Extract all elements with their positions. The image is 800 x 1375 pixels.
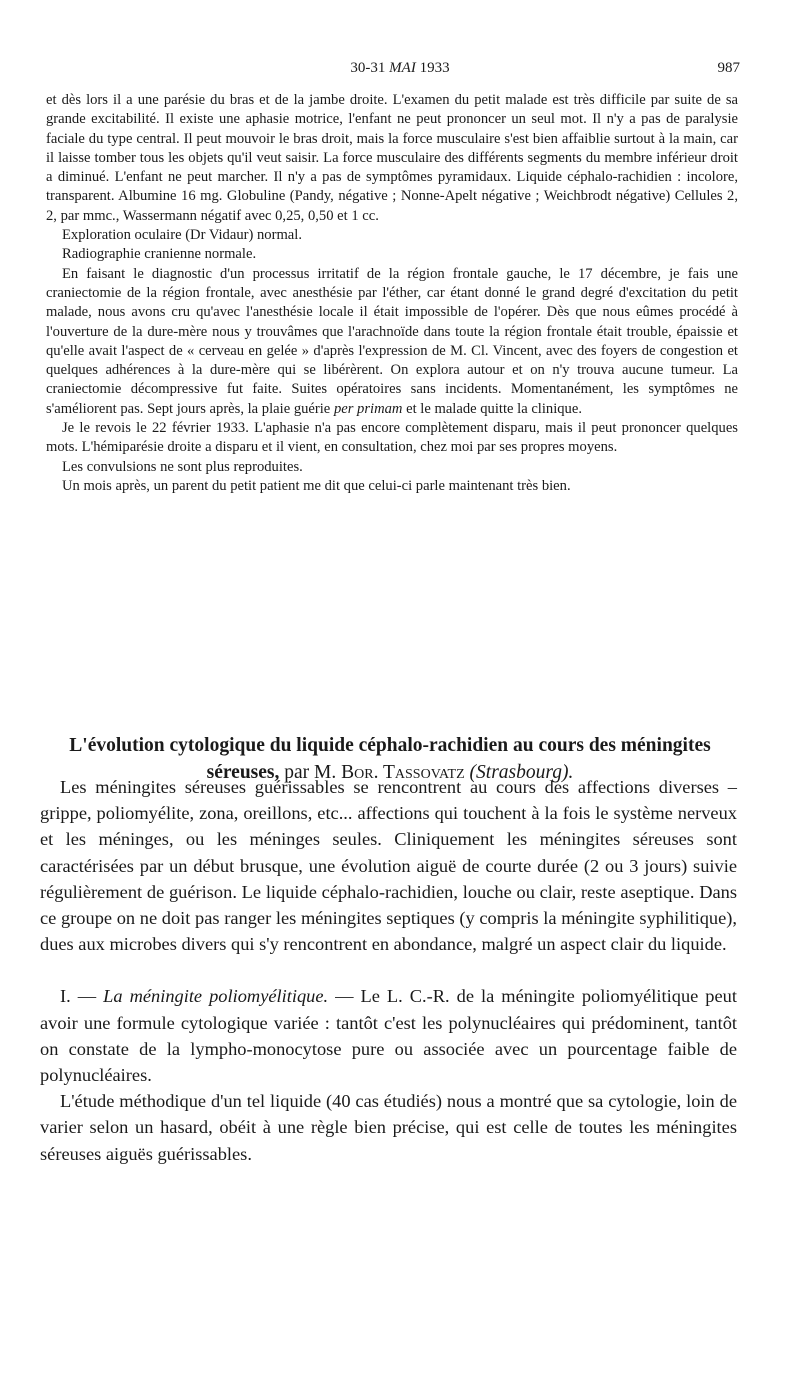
case-paragraph: Radiographie cranienne normale.: [62, 246, 257, 263]
section-title: La méningite poliomyélitique.: [103, 986, 329, 1007]
author-name: Bor. Tassovatz: [341, 762, 465, 783]
latin-phrase: per primam: [333, 400, 403, 417]
section-body: — Le L. C.-R. de la méningite poliomyélitique peut avoir une formule cytologique variée : tantôt c'est les polynucléaires qui prédominent, tantôt on constate de la lympho-monocytose pure ou associée avec un pourcentage faible de polynucléaires.: [40, 986, 737, 1086]
issue-date: [60, 60, 740, 77]
issue-year: 1933: [419, 60, 450, 76]
running-header: [60, 60, 740, 80]
article-body: [40, 774, 737, 1167]
title-by: par: [284, 762, 310, 783]
case-paragraph: Exploration oculaire (Dr Vidaur) normal.: [62, 227, 302, 244]
case-report: [46, 91, 738, 496]
section-number: I. —: [60, 986, 97, 1007]
section-paragraph: [40, 983, 737, 1088]
closing-paragraph: L'étude méthodique d'un tel liquide (40 cas étudiés) nous a montré que sa cytologie, loin de varier selon un hasard, obéit à une règle bien précise, qui est celle de toutes les méningites séreuses aiguës guérissables.: [40, 1091, 737, 1164]
case-paragraph: et dès lors il a une parésie du bras et de la jambe droite. L'examen du petit malade est très difficile par suite de sa grande excitabilité. Il existe une aphasie motrice, l'enfant ne peut prononcer un seul mot. Il n'y a pas de paralysie faciale du type central. Il peut mouvoir le bras droit, mais la force musculaire s'est bien affaiblie surtout à la main, car il laisse tomber tous les objets qu'il veut saisir. La force musculaire des différents segments du membre inférieur droit a diminué. L'enfant ne peut marcher. Il n'y a pas de symptômes pyramidaux. Liquide céphalo-rachidien : incolore, transparent. Albumine 16 mg. Globuline (Pandy, négative ; Nonne-Apelt négative ; Weichbrodt négative) Cellules 2, 2, par mmc., Wassermann négatif avec 0,25, 0,50 et 1 cc.: [46, 92, 738, 224]
case-paragraph: Les convulsions ne sont plus reproduites.: [62, 458, 303, 475]
author-affiliation: (Strasbourg).: [469, 762, 574, 783]
case-paragraph: Un mois après, un parent du petit patient me dit que celui-ci parle maintenant très bien.: [62, 477, 571, 494]
page-number: 987: [717, 60, 740, 76]
date-prefix: 30-31: [350, 60, 386, 76]
case-paragraph: Je le revois le 22 février 1933. L'aphasie n'a pas encore complètement disparu, mais il peut prononcer quelques mots. L'hémiparésie droite a disparu et il vient, en consultation, chez moi par ses propres moyens.: [46, 420, 738, 456]
intro-paragraph: Les méningites séreuses guérissables se rencontrent au cours des affections diverses – grippe, poliomyélite, zona, oreillons, etc... affections qui touchent à la fois le système nerveux et les méninges, ou les méninges seules. Cliniquement les méningites séreuses sont caractérisées par un début brusque, une évolution aiguë de courte durée (2 ou 3 jours) suivie régulièrement de guérison. Le liquide céphalo-rachidien, louche ou clair, reste aseptique. Dans ce groupe on ne doit pas ranger les méningites septiques (y compris la méningite syphilitique), dues aux microbes divers qui s'y rencontrent en abondance, malgré un aspect clair du liquide.: [40, 777, 737, 955]
case-paragraph: En faisant le diagnostic d'un processus irritatif de la région frontale gauche, le 17 décembre, je fais une craniectomie de la région frontale, avec anesthésie par l'éther, car étant donné le grand degré d'excitation du petit malade, nous avons cru qu'avec l'anesthésie locale il était impossible de l'opérer. Dès que nous eûmes procédé à l'ouverture de la dure-mère nous y trouvâmes que l'arachnoïde dans toute la région frontale était trouble, épaissie et qu'elle avait l'aspect de « cerveau en gelée » d'après l'expression de M. Cl. Vincent, avec des foyers de congestion et quelques adhérences à la dure-mère qui se libérèrent. On explora autour et on n'y trouva aucune tumeur. La craniectomie décompressive fut faite. Suites opératoires sans incidents. Momentanément, les symptômes ne s'améliorent pas. Sept jours après, la plaie guérie per primam et le malade quitte la clinique.: [46, 265, 738, 417]
issue-month: MAI: [389, 60, 416, 76]
author-initial: M.: [314, 762, 337, 783]
title-text: L'évolution cytologique du liquide céphalo-rachidien au cours des méningites séreuses,: [69, 735, 711, 783]
